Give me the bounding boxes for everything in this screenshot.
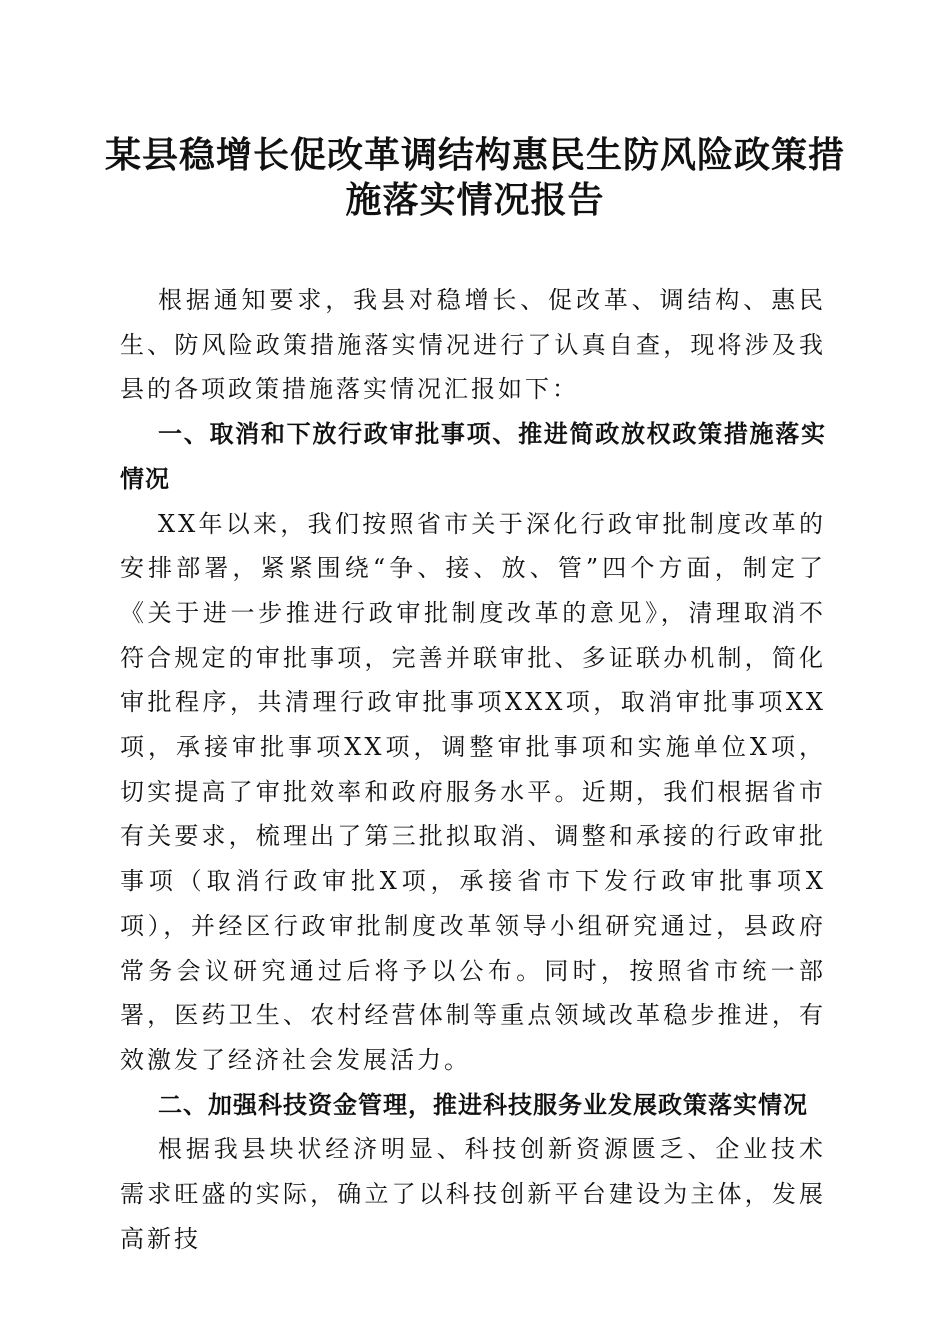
title-line-2: 施落实情况报告	[345, 179, 605, 221]
section-heading-1: 一、取消和下放行政审批事项、推进简政放权政策措施落实情况	[120, 420, 826, 493]
section-2-paragraph: 根据我县块状经济明显、科技创新资源匮乏、企业技术需求旺盛的实际，确立了以科技创新平台建设为主体，发展高新技	[120, 1135, 826, 1253]
document-body	[120, 278, 826, 1261]
intro-paragraph: 根据通知要求，我县对稳增长、促改革、调结构、惠民生、防风险政策措施落实情况进行了认真自查，现将涉及我县的各项政策措施落实情况汇报如下：	[120, 286, 826, 404]
section-1-paragraph: XX年以来，我们按照省市关于深化行政审批制度改革的安排部署，紧紧围绕“争、接、放、管”四个方面，制定了《关于进一步推进行政审批制度改革的意见》，清理取消不符合规定的审批事项，完善并联审批、多证联办机制，简化审批程序，共清理行政审批事项XXX项，取消审批事项XX项，承接审批事项XX项，调整审批事项和实施单位X项，切实提高了审批效率和政府服务水平。近期，我们根据省市有关要求，梳理出了第三批拟取消、调整和承接的行政审批事项（取消行政审批X项，承接省市下发行政审批事项X项），并经区行政审批制度改革领导小组研究通过，县政府常务会议研究通过后将予以公布。同时，按照省市统一部署，医药卫生、农村经营体制等重点领域改革稳步推进，有效激发了经济社会发展活力。	[120, 509, 826, 1074]
document-title	[100, 133, 850, 223]
title-line-1: 某县稳增长促改革调结构惠民生防风险政策措	[104, 134, 845, 176]
section-heading-2: 二、加强科技资金管理，推进科技服务业发展政策落实情况	[158, 1090, 808, 1119]
